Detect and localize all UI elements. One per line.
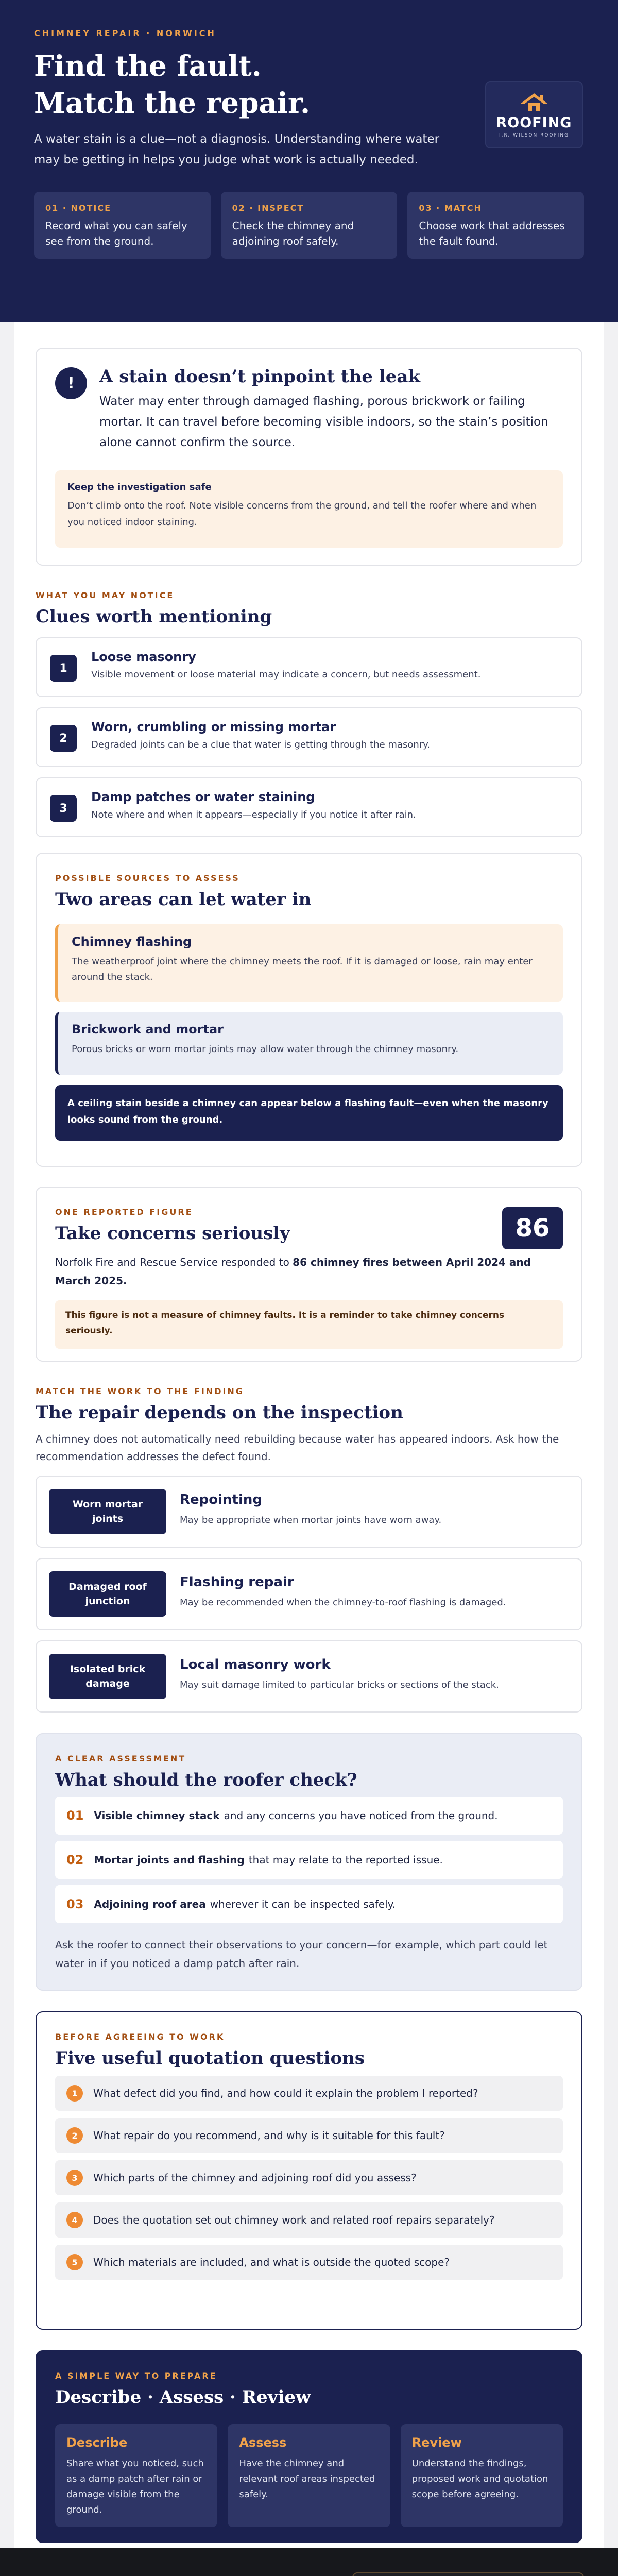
section-title: Take concerns seriously — [55, 1223, 290, 1244]
step-card — [407, 192, 584, 259]
step-text: Choose work that addresses the fault found. — [419, 219, 565, 247]
logo-text: ROOFING — [496, 114, 572, 131]
check-bold: Visible chimney stack — [94, 1809, 220, 1822]
prepare-box — [401, 2424, 563, 2527]
check-bold: Adjoining roof area — [94, 1898, 206, 1910]
safety-title: Keep the investigation safe — [67, 482, 212, 493]
figure-text-pre: Norfolk Fire and Rescue Service responded to — [55, 1256, 293, 1268]
section-title: Two areas can let water in — [55, 889, 312, 910]
repair-item — [36, 1476, 582, 1548]
list-item — [36, 777, 582, 837]
item-title: Damp patches or water staining — [91, 790, 315, 804]
prepare-box-text: Understand the findings, proposed work and quotation scope before agreeing. — [411, 2458, 548, 2500]
list-item — [36, 707, 582, 767]
leak-text: Water may enter through damaged flashing, porous brickwork or failing mortar. It can travel before becoming visible indoors, so the stain’s position alone cannot confirm the source. — [99, 395, 548, 449]
item-text: Note where and when it appears—especially if you notice it after rain. — [91, 809, 416, 820]
hero-section — [0, 0, 618, 322]
check-rest: wherever it can be inspected safely. — [210, 1898, 396, 1910]
step-card — [221, 192, 398, 259]
check-item — [55, 1885, 563, 1923]
figure-note: This figure is not a measure of chimney faults. It is a reminder to take chimney concerns seriously. — [55, 1300, 563, 1349]
prepare-box-text: Share what you noticed, such as a damp patch after rain or damage visible from the ground. — [66, 2458, 204, 2515]
repair-title: Repointing — [180, 1492, 263, 1507]
question-number: 3 — [66, 2170, 83, 2186]
source-flashing — [55, 924, 563, 1002]
section-kicker: POSSIBLE SOURCES TO ASSESS — [55, 873, 240, 883]
section-title: The repair depends on the inspection — [36, 1402, 403, 1423]
figure-text-bold: 86 chimney fires between April 2024 and March 2025. — [55, 1256, 531, 1287]
prepare-box — [228, 2424, 390, 2527]
section-title: Describe · Assess · Review — [55, 2387, 311, 2408]
question-number: 2 — [66, 2127, 83, 2144]
item-title: Worn, crumbling or missing mortar — [91, 720, 336, 734]
section-title: Clues worth mentioning — [36, 606, 272, 627]
questions-card — [36, 2011, 582, 2330]
item-text: Degraded joints can be a clue that water is getting through the masonry. — [91, 739, 430, 750]
source-title: Chimney flashing — [72, 935, 192, 949]
question-item — [55, 2245, 563, 2280]
question-text: What repair do you recommend, and why is it suitable for this fault? — [93, 2129, 445, 2142]
safety-text: Don’t climb onto the roof. Note visible concerns from the ground, and tell the roofer where and when you noticed indoor staining. — [67, 500, 537, 528]
step-text: Check the chimney and adjoining roof safely. — [232, 219, 354, 247]
steps-row — [34, 192, 584, 259]
item-text: Visible movement or loose material may indicate a concern, but needs assessment. — [91, 669, 481, 680]
question-text: Which parts of the chimney and adjoining roof did you assess? — [93, 2172, 417, 2184]
check-item — [55, 1797, 563, 1835]
repair-intro: A chimney does not automatically need rebuilding because water has appeared indoors. Ask how the recommendation addresses the defect found. — [36, 1433, 559, 1463]
check-item — [55, 1841, 563, 1879]
figure-text — [55, 1253, 570, 1290]
source-text: The weatherproof joint where the chimney meets the roof. If it is damaged or loose, rain may enter around the stack. — [72, 956, 533, 982]
item-title: Loose masonry — [91, 650, 196, 664]
prepare-box-title: Describe — [66, 2435, 128, 2450]
source-title: Brickwork and mortar — [72, 1022, 224, 1037]
title-line-1: Find the fault. — [34, 49, 262, 82]
step-label: 02 · INSPECT — [232, 203, 304, 213]
page-title — [34, 47, 425, 122]
prepare-box-title: Assess — [239, 2435, 287, 2450]
section-kicker: MATCH THE WORK TO THE FINDING — [36, 1386, 244, 1396]
repair-item — [36, 1558, 582, 1630]
figure-value-badge: 86 — [502, 1207, 563, 1249]
check-rest: and any concerns you have noticed from the ground. — [224, 1809, 498, 1822]
question-item — [55, 2118, 563, 2153]
question-number: 5 — [66, 2254, 83, 2270]
exclamation-icon: ! — [55, 367, 87, 399]
repair-tag: Worn mortar joints — [49, 1489, 166, 1534]
logo-subtext: I.R. WILSON ROOFING — [499, 132, 570, 138]
notice-section — [14, 590, 604, 837]
house-roof-icon — [520, 92, 548, 112]
question-item — [55, 2202, 563, 2238]
question-text: Does the quotation set out chimney work and related roof repairs separately? — [93, 2214, 495, 2226]
safety-note — [55, 470, 563, 548]
repair-section — [14, 1386, 604, 1713]
repair-title: Local masonry work — [180, 1657, 331, 1672]
question-item — [55, 2160, 563, 2195]
leak-card — [36, 348, 582, 566]
question-text: What defect did you find, and how could it explain the problem I reported? — [93, 2087, 478, 2099]
section-title: Five useful quotation questions — [55, 2048, 365, 2069]
question-text: Which materials are included, and what is outside the quoted scope? — [93, 2256, 450, 2268]
prepare-box-title: Review — [411, 2435, 462, 2450]
check-number: 02 — [66, 1853, 84, 1867]
section-kicker: A CLEAR ASSESSMENT — [55, 1754, 186, 1764]
repair-text: May be appropriate when mortar joints have worn away. — [180, 1515, 442, 1526]
assessment-card — [36, 1733, 582, 1991]
prepare-card — [36, 2350, 582, 2543]
main-content — [14, 322, 604, 2548]
hero-kicker: CHIMNEY REPAIR · NORWICH — [34, 28, 216, 38]
item-number: 2 — [50, 725, 77, 752]
hero-text: A water stain is a clue—not a diagnosis. Understanding where water may be getting in helps you judge what work is actually needed. — [34, 132, 440, 166]
step-label: 01 · NOTICE — [45, 203, 112, 213]
step-text: Record what you can safely see from the ground. — [45, 219, 187, 247]
check-rest: that may relate to the reported issue. — [248, 1854, 443, 1866]
sources-card — [36, 853, 582, 1167]
repair-item — [36, 1640, 582, 1713]
repair-text: May be recommended when the chimney-to-roof flashing is damaged. — [180, 1597, 506, 1608]
repair-text: May suit damage limited to particular bricks or sections of the stack. — [180, 1680, 499, 1690]
section-kicker: BEFORE AGREEING TO WORK — [55, 2032, 225, 2042]
item-number: 1 — [50, 655, 77, 682]
question-item — [55, 2076, 563, 2111]
prepare-box — [55, 2424, 217, 2527]
list-item — [36, 637, 582, 697]
question-number: 1 — [66, 2085, 83, 2102]
source-brickwork — [55, 1012, 563, 1075]
section-kicker: WHAT YOU MAY NOTICE — [36, 590, 175, 600]
prepare-box-text: Have the chimney and relevant roof areas inspected safely. — [239, 2458, 375, 2500]
step-card — [34, 192, 211, 259]
source-text: Porous bricks or worn mortar joints may allow water through the chimney masonry. — [72, 1044, 459, 1055]
repair-tag: Damaged roof junction — [49, 1571, 166, 1617]
check-bold: Mortar joints and flashing — [94, 1854, 245, 1866]
step-label: 03 · MATCH — [419, 203, 482, 213]
title-line-2: Match the repair. — [34, 86, 311, 120]
check-number: 01 — [66, 1808, 84, 1823]
repair-tag: Isolated brick damage — [49, 1654, 166, 1699]
next-step-box — [352, 2572, 584, 2576]
section-kicker: ONE REPORTED FIGURE — [55, 1207, 193, 1217]
sources-callout: A ceiling stain beside a chimney can appear below a flashing fault—even when the masonry looks sound from the ground. — [55, 1085, 563, 1141]
figure-card — [36, 1187, 582, 1362]
section-kicker: A SIMPLE WAY TO PREPARE — [55, 2371, 217, 2381]
check-number: 03 — [66, 1897, 84, 1911]
assessment-foot: Ask the roofer to connect their observations to your concern—for example, which part could let water in if you noticed a damp patch after rain. — [55, 1939, 548, 1970]
footer — [0, 2548, 618, 2576]
item-number: 3 — [50, 795, 77, 822]
section-title: What should the roofer check? — [55, 1770, 357, 1790]
repair-title: Flashing repair — [180, 1574, 294, 1590]
leak-title: A stain doesn’t pinpoint the leak — [99, 366, 420, 387]
company-logo[interactable] — [485, 81, 583, 148]
question-number: 4 — [66, 2212, 83, 2228]
prepare-boxes — [55, 2424, 563, 2527]
